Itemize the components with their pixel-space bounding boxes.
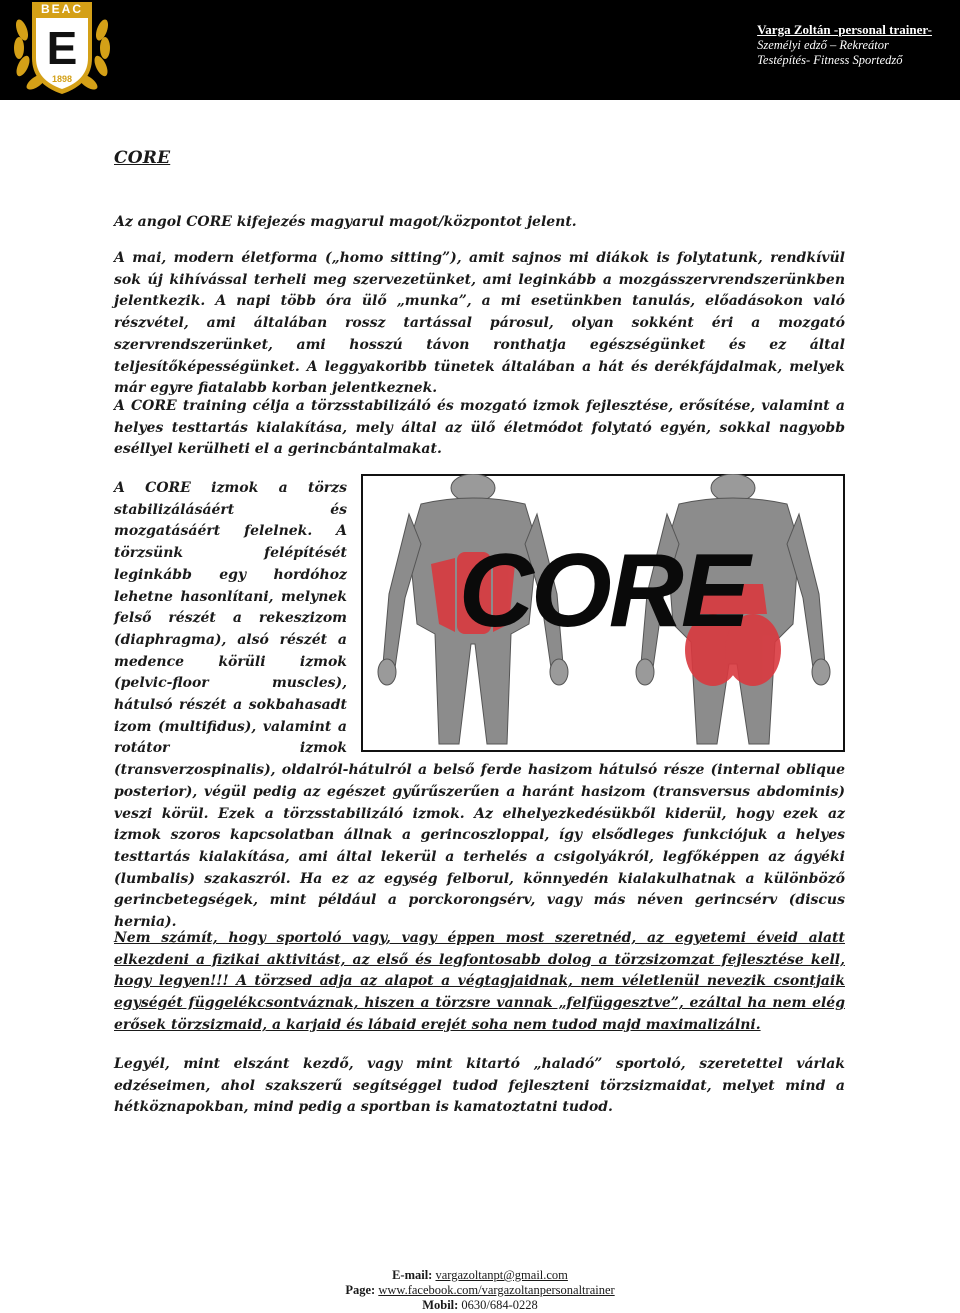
page-header — [0, 0, 960, 100]
core-muscles-section — [114, 478, 845, 934]
motivation-paragraph: Nem számít, hogy sportoló vagy, vagy éppen most szeretnéd, az egyetemi éveid alatt elkezdeni a fizikai aktivitást, az első és legfontosabb dolog a törzsizomzat fejlesztése kell, hogy legyen!!! A törzsed adja az alapot a végtagjaidnak, nem véletlenül nevezik csontjaik egységét függelékcsontváznak, hiszen a törzsre vannak „felfüggesztve”, ezáltal ha nem elég erősek törzsizmaid, a karjaid és lábaid erejét soha nem tudod majd maximalizálni. — [114, 930, 845, 1033]
training-goal-paragraph: A CORE training célja a törzsstabilizáló és mozgató izmok fejlesztése, erősítése, valamint a helyes testtartás kialakítása, mely által az ülő életmódot folytató egyén, sokkal nagyobb eséllyel kerülheti el a gerincbántalmakat. — [114, 398, 845, 458]
trainer-info — [757, 22, 932, 69]
logo-letter: E — [46, 22, 78, 74]
page-footer — [0, 1268, 960, 1313]
anatomy-illustration — [361, 474, 845, 752]
footer-page — [0, 1283, 960, 1298]
footer-phone — [0, 1298, 960, 1313]
beac-logo — [8, 0, 116, 98]
core-caption: CORE — [458, 533, 748, 649]
invitation-paragraph: Legyél, mint elszánt kezdő, vagy mint kitartó „haladó” sportoló, szeretettel várlak edzéseimen, ahol szakszerű segítséggel tudod fejleszteni törzsizmaidat, melyet mind a hétköznapokban, mind pedig a sportban is kamatoztatni tudod. — [114, 1056, 845, 1116]
lifestyle-paragraph: A mai, modern életforma („homo sitting”), amit sajnos mi diákok is folytatunk, rendkívül sok új kihívással terheli meg szervezetünket, ami leginkább a mozgásszervrendszerünkben jelentkezik. A napi több óra ülő „munka”, a mi esetünkben tanulás, előadásokon való részvétel, ami általában rossz tartással párosul, olyan sokként éri a mozgató szervrendszerünket, ami hosszú távon ronthatja egészségünket és ez által teljesítőképességünket. A leggyakoribb tünetek általában a hát és derékfájdalmak, melyek már egyre fiatalabb korban jelentkeznek. — [114, 250, 845, 397]
phone-number: 0630/684-0228 — [461, 1298, 538, 1312]
core-muscles-figure — [361, 474, 845, 752]
intro-paragraph: Az angol CORE kifejezés magyarul magot/központot jelent. — [114, 214, 577, 230]
facebook-link[interactable]: www.facebook.com/vargazoltanpersonaltrainer — [378, 1283, 615, 1297]
core-muscles-paragraph: A CORE izmok a törzs stabilizálásáért és mozgatásáért felelnek. A törzsünk felépítését leginkább egy hordóhoz lehetne hasonlítani, melynek felső részét a rekeszizom (diaphragma), alsó részét a medence körüli izmok (pelvic-floor muscles), hátulsó részét a sokbahasadt izom (multifidus), valamint a rotátor izmok (transverzospinalis), oldalról-hátulról a belső ferde hasizom hátulsó része (internal oblique posterior), végül pedig az egészet gyűrűszerűen a haránt hasizom (transversus abdominis) veszi körül. Ezek a törzsstabilizáló izmok. Az elhelyezkedésükből kiderül, hogy ezek az izmok szoros kapcsolatban állnak a gerincoszloppal, így elsődleges funkciójuk a helyes testtartás kialakítása, ami által lekerül a terhelés a csigolyákról, legfőképpen az ágyéki (lumbalis) szakaszról. Ha ez az egység felborul, könnyedén kialakulhatnak a különböző gerincbetegségek, mint például a porckorongsérv, vagy más néven gerincsérv (discus hernia). — [114, 480, 845, 931]
logo-text: BEAC — [40, 2, 84, 16]
phone-label: Mobil: — [422, 1298, 459, 1312]
trainer-subtitle-1: Személyi edző – Rekreátor — [757, 37, 889, 52]
footer-email — [0, 1268, 960, 1283]
page-label: Page: — [345, 1283, 376, 1297]
trainer-subtitle-2: Testépítés- Fitness Sportedző — [757, 53, 903, 67]
page-title: CORE — [114, 148, 171, 168]
email-link[interactable]: vargazoltanpt@gmail.com — [435, 1268, 568, 1282]
email-label: E-mail: — [392, 1268, 433, 1282]
logo-year: 1898 — [51, 74, 73, 84]
trainer-name: Varga Zoltán -personal trainer- — [757, 22, 932, 37]
